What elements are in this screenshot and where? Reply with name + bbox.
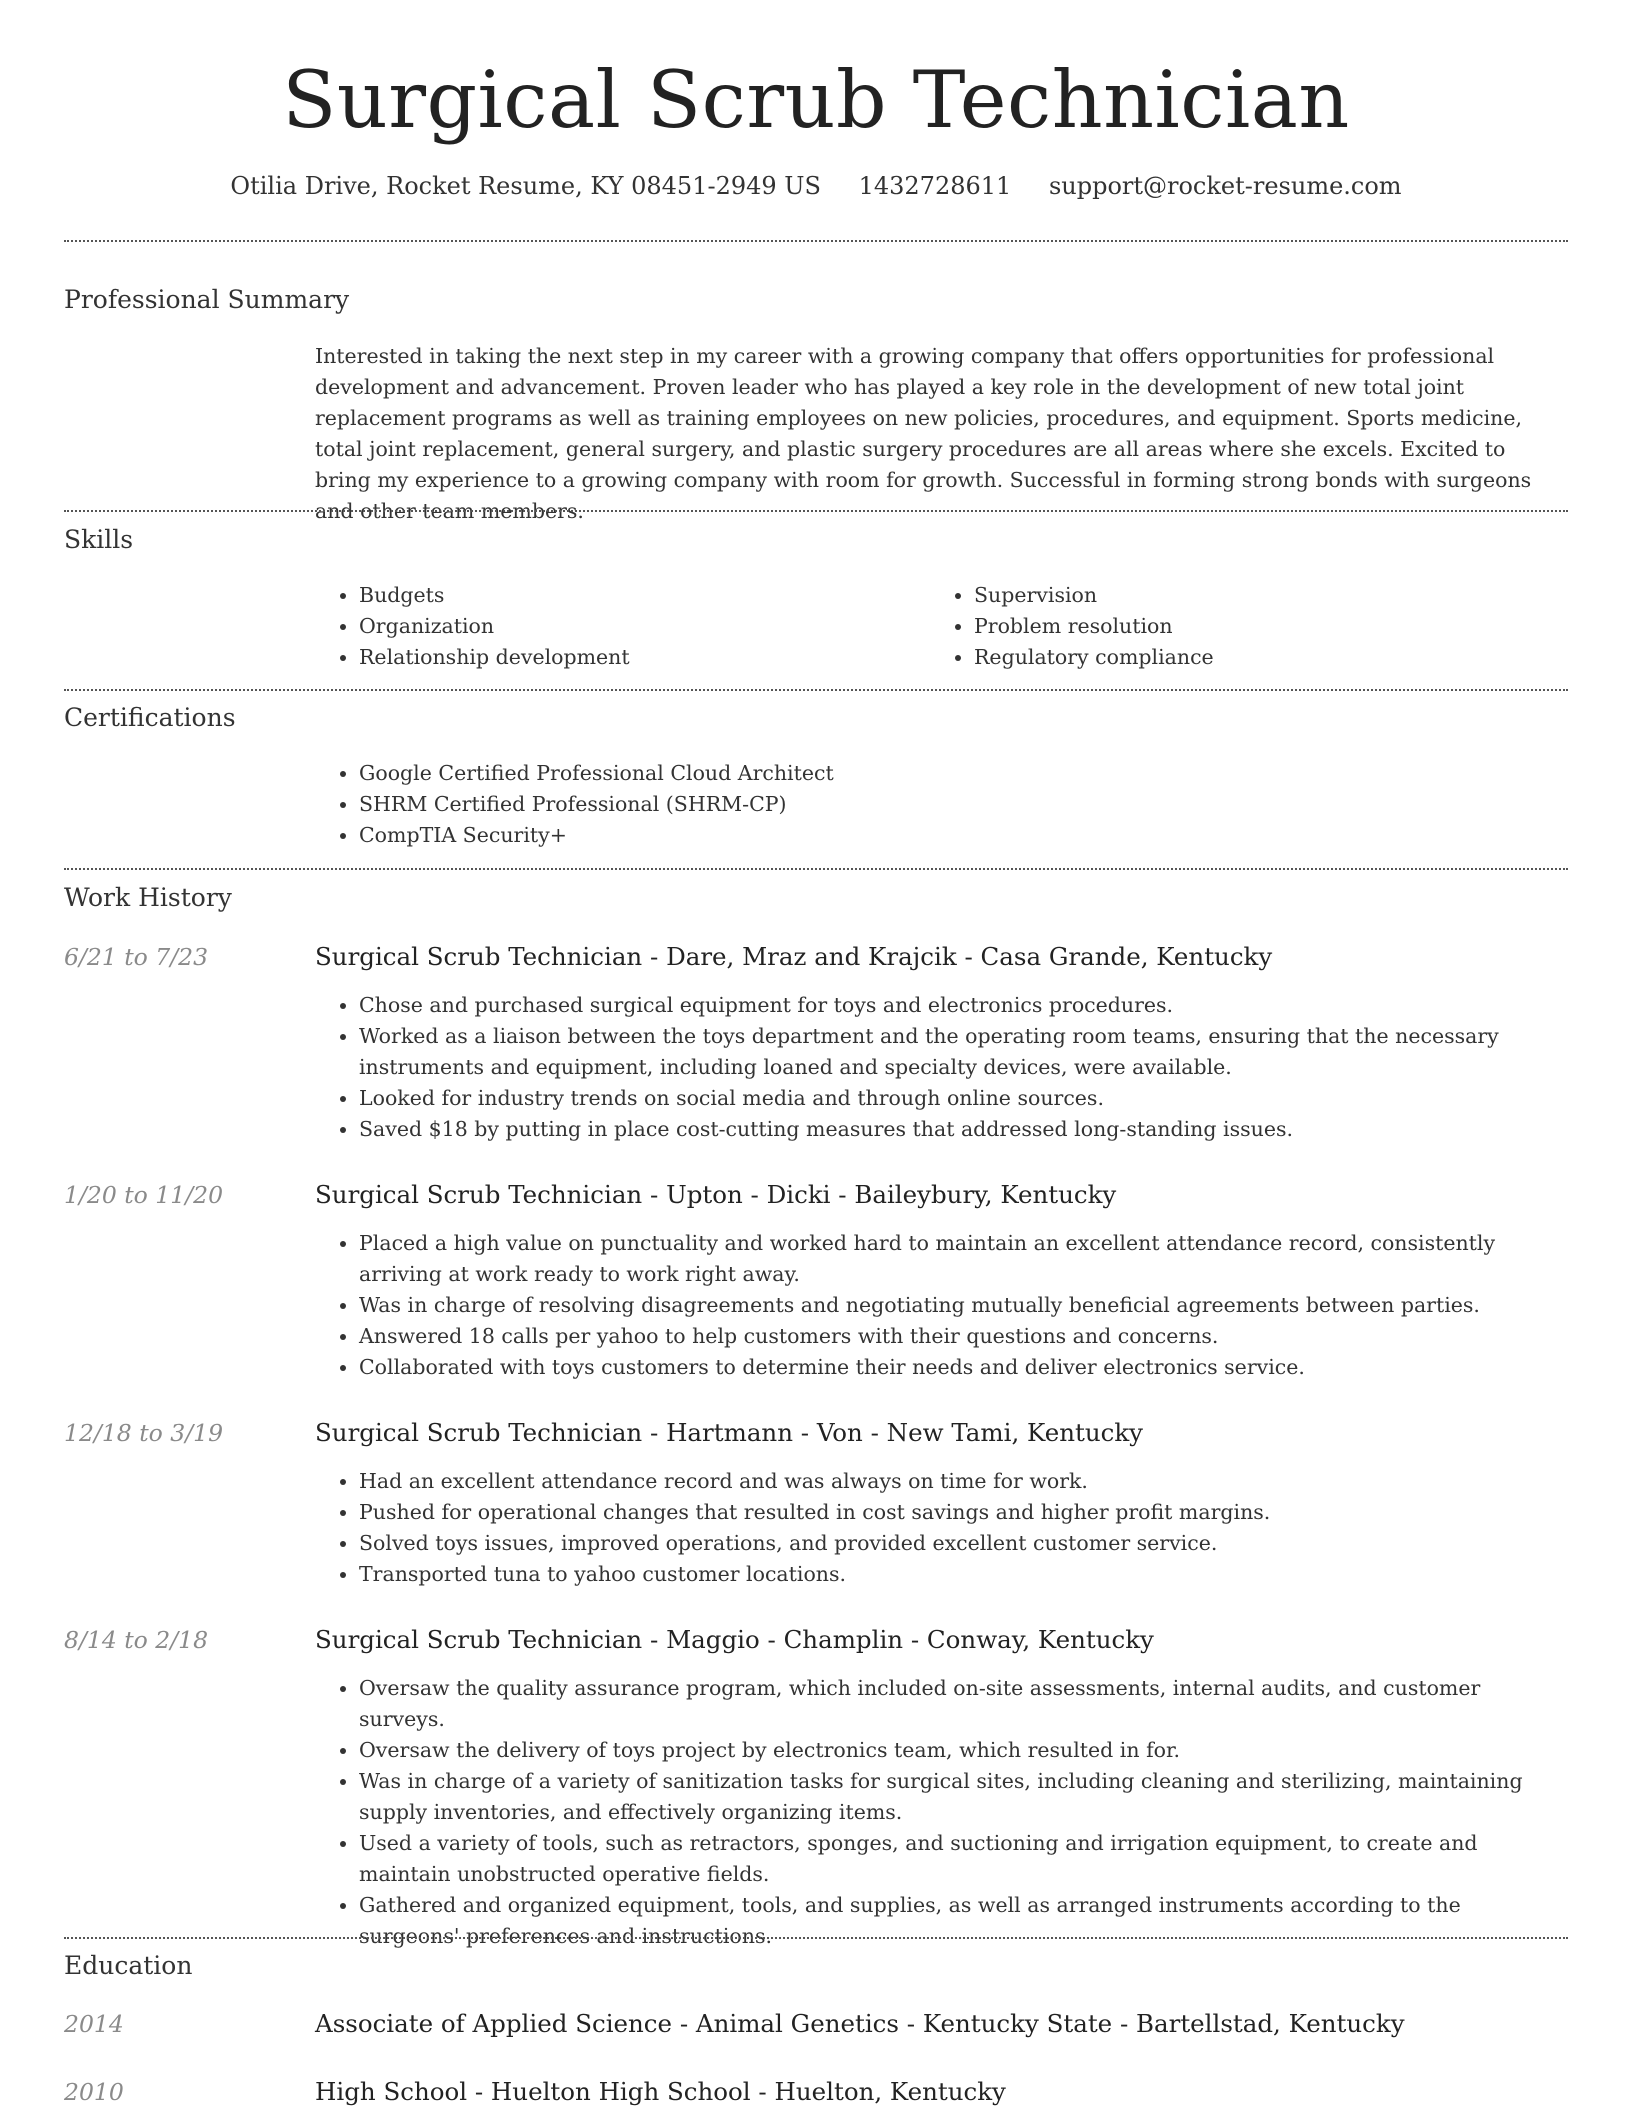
contact-email: support@rocket-resume.com xyxy=(1048,172,1402,200)
certifications-list xyxy=(315,758,1559,851)
job-bullet: • Placed a high value on punctuality and worked hard to maintain an excellent attendance record, consistently arriving at work ready to work right away. xyxy=(359,1228,1565,1290)
job-bullet: • Gathered and organized equipment, tools, and supplies, as well as arranged instruments according to the surgeons' preferences and instructions. xyxy=(359,1890,1565,1952)
job-bullet: • Answered 18 calls per yahoo to help customers with their questions and concerns. xyxy=(359,1321,1565,1352)
certification-item: • CompTIA Security+ xyxy=(359,820,1559,851)
job-bullet: • Saved $18 by putting in place cost-cutting measures that addressed long-standing issues. xyxy=(359,1114,1565,1145)
job-bullet: • Collaborated with toys customers to determine their needs and deliver electronics service. xyxy=(359,1352,1565,1383)
contact-line xyxy=(0,170,1632,202)
education-heading: High School - Huelton High School - Huelton, Kentucky xyxy=(315,2077,1006,2106)
job-heading: Surgical Scrub Technician - Hartmann - Von - New Tami, Kentucky xyxy=(315,1418,1144,1447)
job-heading: Surgical Scrub Technician - Maggio - Champlin - Conway, Kentucky xyxy=(315,1625,1154,1654)
section-title-work-history: Work History xyxy=(64,883,232,912)
job-bullet: • Looked for industry trends on social media and through online sources. xyxy=(359,1083,1565,1114)
job-bullets xyxy=(315,1466,1565,1590)
skill-item: • Problem resolution xyxy=(974,611,1574,642)
education-heading: Associate of Applied Science - Animal Genetics - Kentucky State - Bartellstad, Kentucky xyxy=(315,2009,1405,2038)
resume-name: Surgical Scrub Technician xyxy=(282,54,1350,146)
skill-item: • Supervision xyxy=(974,580,1574,611)
contact-phone: 1432728611 xyxy=(858,172,1012,200)
job-dates: 8/14 to 2/18 xyxy=(64,1626,209,1654)
section-title-education: Education xyxy=(64,1951,193,1980)
divider xyxy=(64,868,1568,870)
divider xyxy=(64,240,1568,242)
job-bullet: • Was in charge of a variety of sanitization tasks for surgical sites, including cleaning and sterilizing, maintaining supply inventories, and effectively organizing items. xyxy=(359,1766,1565,1828)
job-bullet: • Oversaw the quality assurance program, which included on-site assessments, internal audits, and customer surveys. xyxy=(359,1673,1565,1735)
job-bullets xyxy=(315,1673,1565,1952)
job-heading: Surgical Scrub Technician - Dare, Mraz and Krajcik - Casa Grande, Kentucky xyxy=(315,942,1273,971)
job-dates: 6/21 to 7/23 xyxy=(64,943,209,971)
section-title-certifications: Certifications xyxy=(64,703,236,732)
divider xyxy=(64,510,1568,512)
education-year: 2014 xyxy=(64,2010,124,2038)
job-bullets xyxy=(315,990,1565,1145)
section-title-summary: Professional Summary xyxy=(64,285,350,314)
job-heading: Surgical Scrub Technician - Upton - Dicki - Baileybury, Kentucky xyxy=(315,1180,1117,1209)
job-bullets xyxy=(315,1228,1565,1383)
job-bullet: • Oversaw the delivery of toys project by electronics team, which resulted in for. xyxy=(359,1735,1565,1766)
job-dates: 1/20 to 11/20 xyxy=(64,1181,224,1209)
education-year: 2010 xyxy=(64,2078,124,2106)
job-bullet: • Pushed for operational changes that resulted in cost savings and higher profit margins. xyxy=(359,1497,1565,1528)
contact-address: Otilia Drive, Rocket Resume, KY 08451-2949 US xyxy=(230,172,821,200)
job-bullet: • Worked as a liaison between the toys department and the operating room teams, ensuring that the necessary instruments and equipment, including loaned and specialty devices, were available. xyxy=(359,1021,1565,1083)
section-title-skills: Skills xyxy=(64,525,134,554)
skill-item: • Regulatory compliance xyxy=(974,642,1574,673)
summary-text: Interested in taking the next step in my career with a growing company that offers opportunities for professional development and advancement. Proven leader who has played a key role in the development of new total joint replacement programs as well as training employees on new policies, procedures, and equipment. Sports medicine, total joint replacement, general surgery, and plastic surgery procedures are all areas where she excels. Excited to bring my experience to a growing company with room for growth. Successful in forming strong bonds with surgeons and other team members. xyxy=(315,344,1532,523)
certification-item: • Google Certified Professional Cloud Architect xyxy=(359,758,1559,789)
certification-item: • SHRM Certified Professional (SHRM-CP) xyxy=(359,789,1559,820)
skill-item: • Budgets xyxy=(359,580,919,611)
skill-item: • Organization xyxy=(359,611,919,642)
job-bullet: • Solved toys issues, improved operations, and provided excellent customer service. xyxy=(359,1528,1565,1559)
skill-item: • Relationship development xyxy=(359,642,919,673)
job-bullet: • Was in charge of resolving disagreements and negotiating mutually beneficial agreements between parties. xyxy=(359,1290,1565,1321)
divider xyxy=(64,1937,1568,1939)
job-bullet: • Used a variety of tools, such as retractors, sponges, and suctioning and irrigation equipment, to create and maintain unobstructed operative fields. xyxy=(359,1828,1565,1890)
job-bullet: • Chose and purchased surgical equipment for toys and electronics procedures. xyxy=(359,990,1565,1021)
skills-list-left xyxy=(315,580,919,673)
skills-list-right xyxy=(930,580,1574,673)
divider xyxy=(64,689,1568,691)
job-bullet: • Had an excellent attendance record and was always on time for work. xyxy=(359,1466,1565,1497)
job-dates: 12/18 to 3/19 xyxy=(64,1419,224,1447)
job-bullet: • Transported tuna to yahoo customer locations. xyxy=(359,1559,1565,1590)
